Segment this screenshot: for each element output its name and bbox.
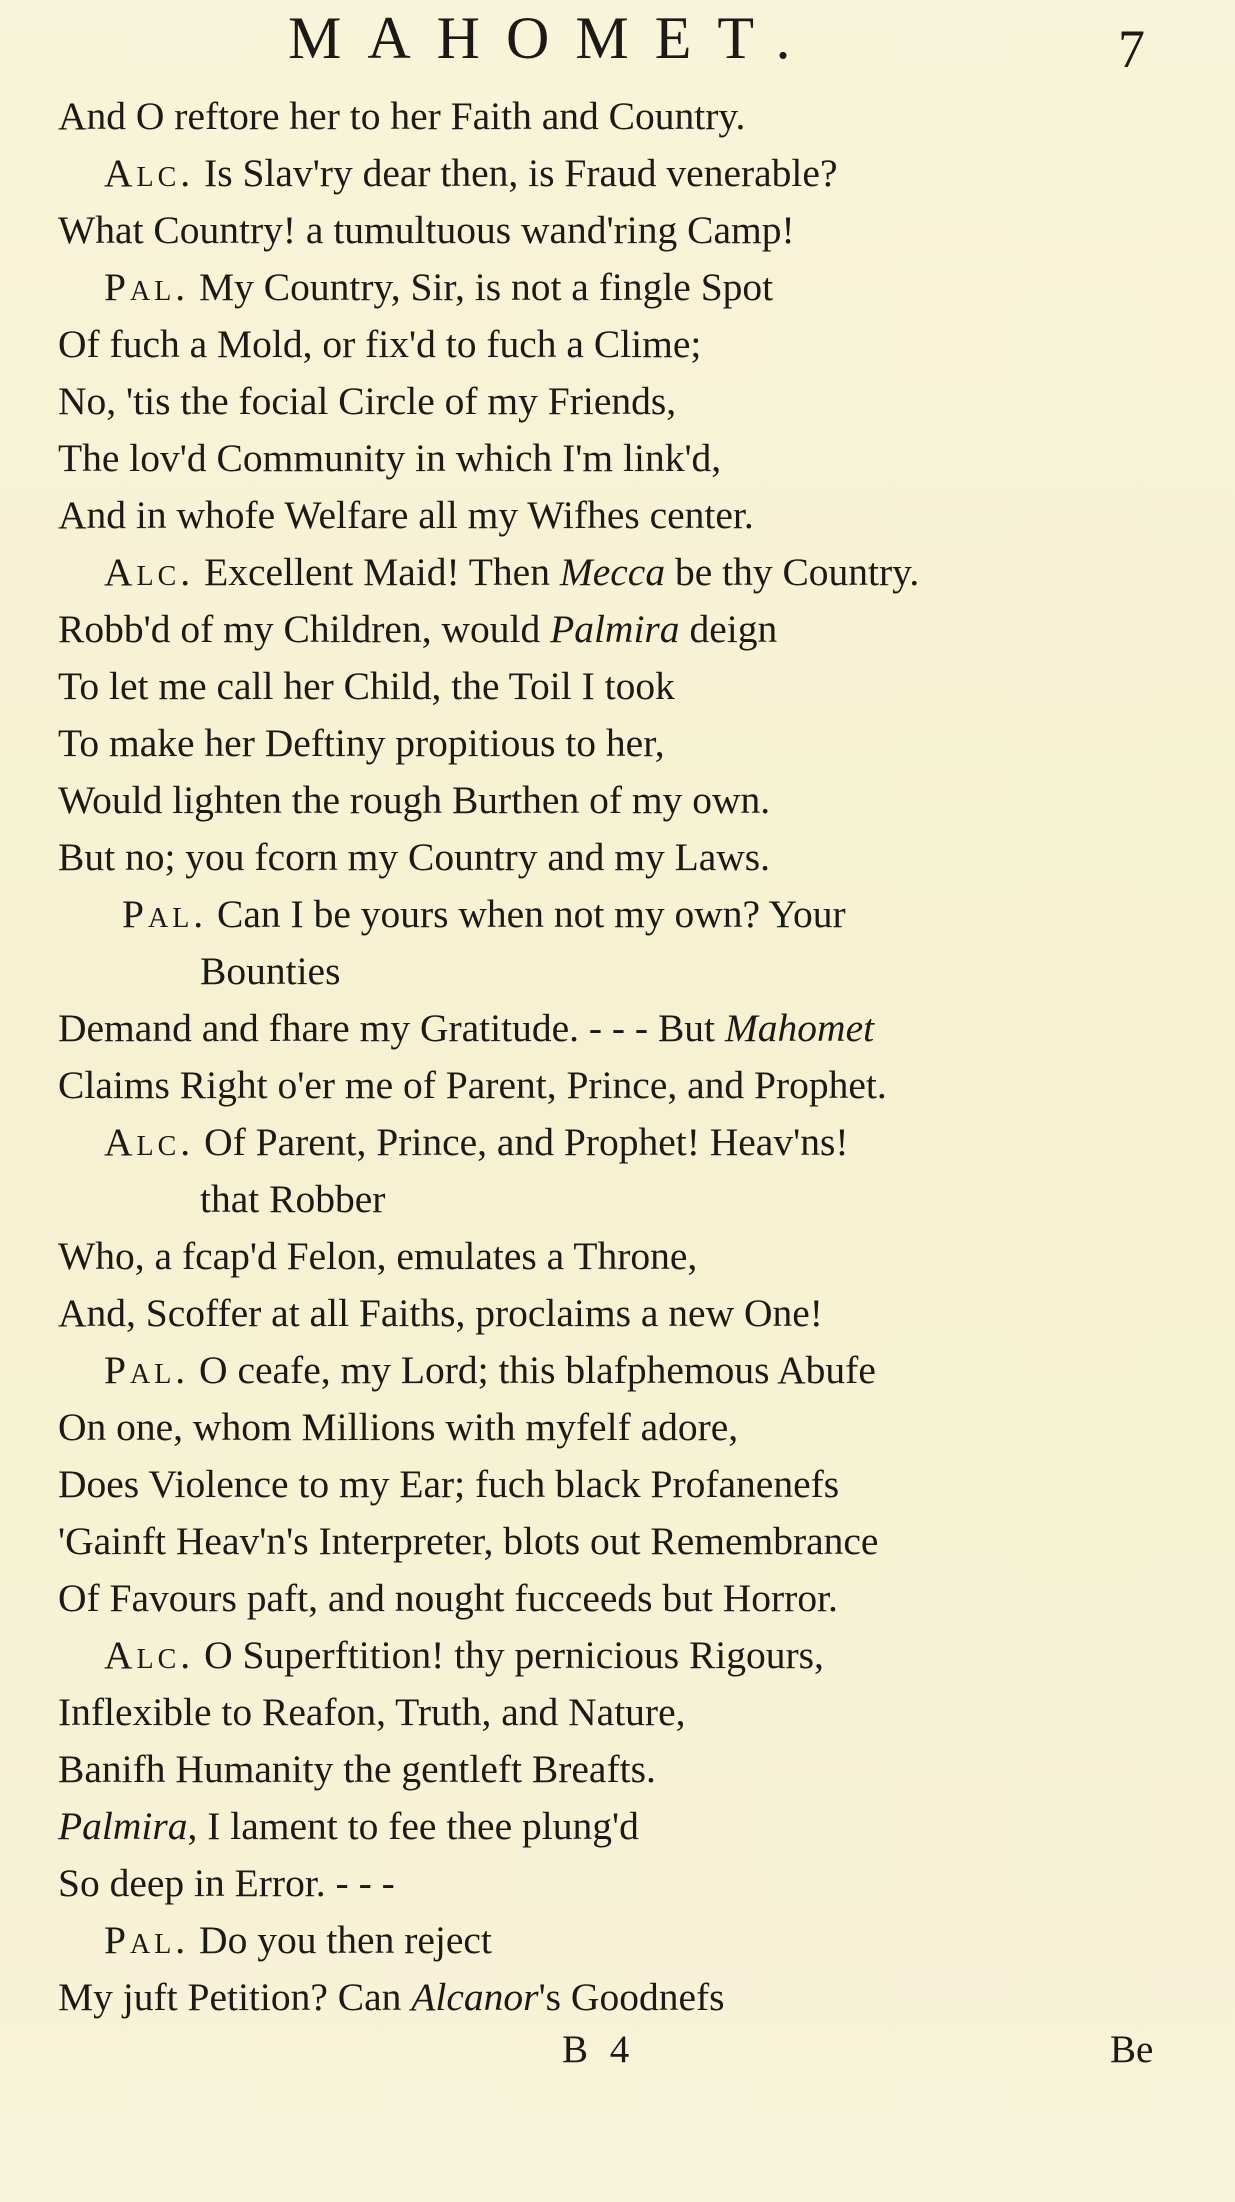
- line-text: Do you then reject: [189, 1918, 492, 1962]
- line-text: Who, a fcap'd Felon, emulates a Throne,: [58, 1234, 698, 1278]
- page-footer: [0, 2022, 1235, 2082]
- line-text: Of Parent, Prince, and Prophet! Heav'ns!: [194, 1120, 849, 1164]
- verse-line: [0, 145, 1235, 202]
- speaker-name: Pal.: [122, 892, 208, 936]
- verse-line: [0, 715, 1235, 772]
- line-text: Excellent Maid! Then: [194, 550, 560, 594]
- line-text: Is Slav'ry dear then, is Fraud venerable?: [194, 151, 838, 195]
- verse-line: [0, 373, 1235, 430]
- verse-line: [0, 772, 1235, 829]
- verse-line: [0, 1513, 1235, 1570]
- line-text-after: be thy Country.: [665, 550, 920, 594]
- signature-mark: B 4: [562, 2028, 636, 2071]
- verse-line: [0, 1171, 1235, 1228]
- verse-line: [0, 1285, 1235, 1342]
- line-text: The lov'd Community in which I'm link'd,: [58, 436, 722, 480]
- line-text: 'Gainft Heav'n's Interpreter, blots out Remembrance: [58, 1519, 879, 1563]
- running-head: MAHOMET.: [288, 5, 817, 71]
- page-header: [0, 5, 1235, 79]
- verse-text-block: [0, 88, 1235, 2026]
- line-text: O Superftition! thy pernicious Rigours,: [194, 1633, 824, 1677]
- verse-line: [0, 886, 1235, 943]
- line-text: Bounties: [200, 949, 341, 993]
- verse-line: [0, 1969, 1235, 2026]
- speaker-name: Alc.: [104, 1120, 195, 1164]
- line-text: To make her Deftiny propitious to her,: [58, 721, 665, 765]
- verse-line: [0, 1855, 1235, 1912]
- verse-line: [0, 88, 1235, 145]
- italic-name: Mahomet: [724, 1006, 875, 1050]
- line-text: Would lighten the rough Burthen of my own.: [58, 778, 771, 822]
- verse-line: [0, 1798, 1235, 1855]
- speaker-name: Alc.: [104, 1633, 195, 1677]
- speaker-name: Pal.: [104, 1348, 190, 1392]
- line-text: that Robber: [200, 1177, 386, 1221]
- verse-line: [0, 1114, 1235, 1171]
- verse-line: [0, 1399, 1235, 1456]
- line-text: Robb'd of my Children, would: [58, 607, 551, 651]
- line-text: To let me call her Child, the Toil I took: [58, 664, 675, 708]
- verse-line: [0, 829, 1235, 886]
- verse-line: [0, 1057, 1235, 1114]
- verse-line: [0, 1000, 1235, 1057]
- verse-line: [0, 658, 1235, 715]
- verse-line: [0, 1228, 1235, 1285]
- verse-line: [0, 487, 1235, 544]
- page-number: 7: [1118, 19, 1145, 79]
- verse-line: [0, 1342, 1235, 1399]
- italic-name: Palmira: [58, 1804, 188, 1848]
- verse-line: [0, 1456, 1235, 1513]
- line-text: Banifh Humanity the gentleft Breafts.: [58, 1747, 656, 1791]
- line-text: Of Favours paft, and nought fucceeds but Horror.: [58, 1576, 838, 1620]
- line-text: My Country, Sir, is not a fingle Spot: [189, 265, 774, 309]
- line-text: On one, whom Millions with myfelf adore,: [58, 1405, 739, 1449]
- speaker-name: Pal.: [104, 1918, 190, 1962]
- verse-line: [0, 1912, 1235, 1969]
- verse-line: [0, 1741, 1235, 1798]
- verse-line: [0, 316, 1235, 373]
- line-text: And, Scoffer at all Faiths, proclaims a new One!: [58, 1291, 823, 1335]
- line-text: My juft Petition? Can: [58, 1975, 412, 2019]
- verse-line: [0, 1627, 1235, 1684]
- speaker-name: Pal.: [104, 265, 190, 309]
- line-text: So deep in Error. - - -: [58, 1861, 395, 1905]
- verse-line: [0, 1570, 1235, 1627]
- catchword: Be: [1110, 2028, 1154, 2071]
- line-text-after: , I lament to fee thee plung'd: [187, 1804, 639, 1848]
- line-text: What Country! a tumultuous wand'ring Camp!: [58, 208, 795, 252]
- line-text: And in whofe Welfare all my Wifhes center.: [58, 493, 754, 537]
- verse-line: [0, 1684, 1235, 1741]
- line-text: O ceafe, my Lord; this blafphemous Abufe: [189, 1348, 876, 1392]
- verse-line: [0, 943, 1235, 1000]
- line-text: Claims Right o'er me of Parent, Prince, and Prophet.: [58, 1063, 887, 1107]
- line-text: Can I be yours when not my own? Your: [207, 892, 846, 936]
- italic-name: Mecca: [559, 550, 666, 594]
- italic-name: Palmira: [550, 607, 680, 651]
- verse-line: [0, 259, 1235, 316]
- verse-line: [0, 601, 1235, 658]
- line-text: But no; you fcorn my Country and my Laws.: [58, 835, 771, 879]
- speaker-name: Alc.: [104, 550, 195, 594]
- line-text: No, 'tis the focial Circle of my Friends,: [58, 379, 677, 423]
- line-text-after: deign: [679, 607, 778, 651]
- line-text: Does Violence to my Ear; fuch black Profanenefs: [58, 1462, 840, 1506]
- speaker-name: Alc.: [104, 151, 195, 195]
- verse-line: [0, 544, 1235, 601]
- line-text-after: 's Goodnefs: [538, 1975, 725, 2019]
- line-text: Demand and fhare my Gratitude. - - - But: [58, 1006, 725, 1050]
- line-text: And O reftore her to her Faith and Country.: [58, 94, 746, 138]
- verse-line: [0, 202, 1235, 259]
- line-text: Of fuch a Mold, or fix'd to fuch a Clime;: [58, 322, 702, 366]
- italic-name: Alcanor: [411, 1975, 539, 2019]
- line-text: Inflexible to Reafon, Truth, and Nature,: [58, 1690, 686, 1734]
- verse-line: [0, 430, 1235, 487]
